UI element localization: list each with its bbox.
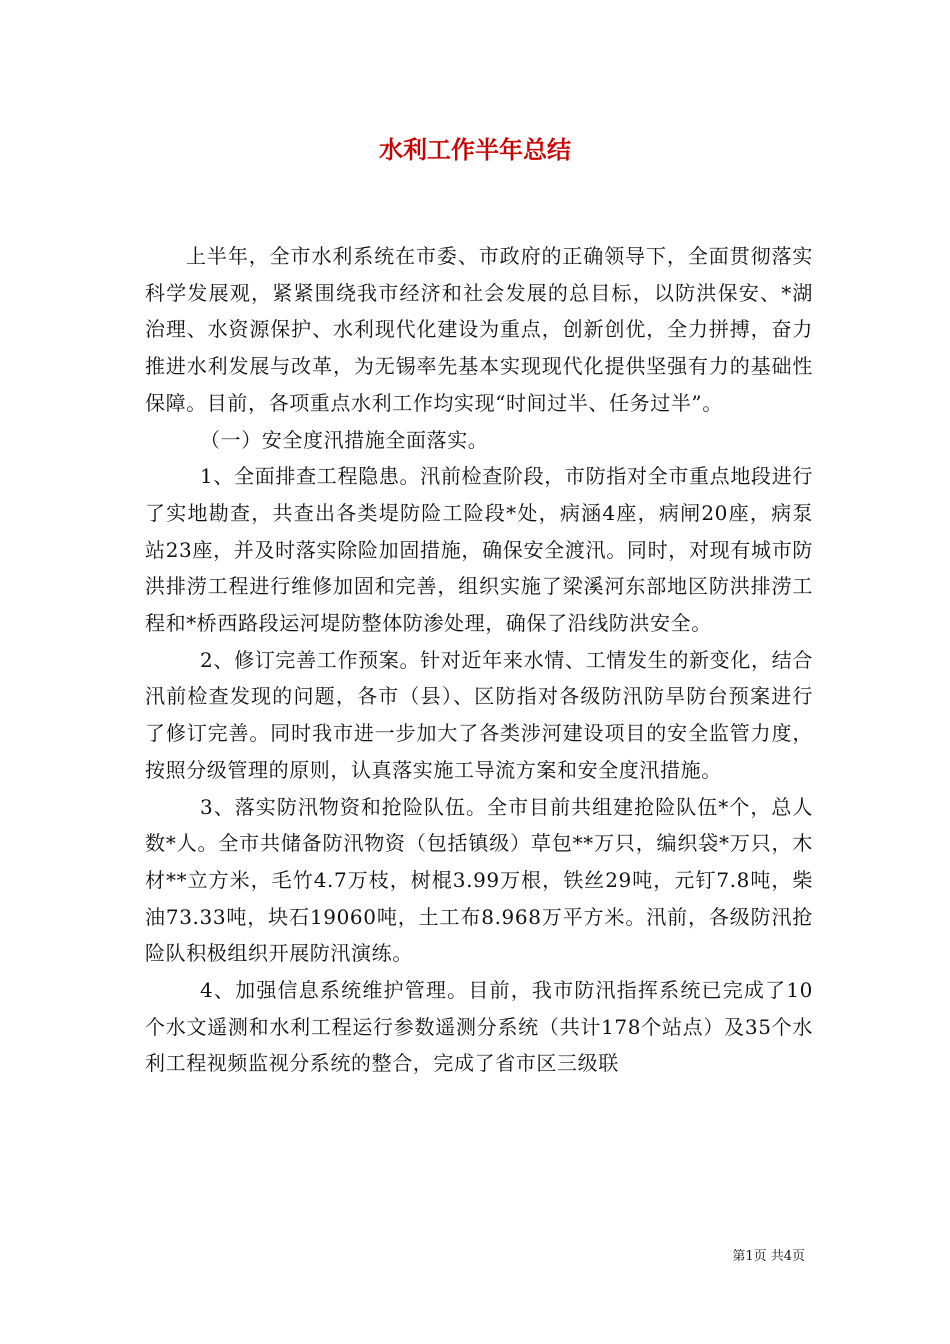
page-number-footer: 第1页 共4页 (732, 1249, 805, 1264)
paragraph-item-2: 2、修订完善工作预案。针对近年来水情、工情发生的新变化，结合汛前检查发现的问题，各市（县）、区防指对各级防汛防旱防台预案进行了修订完善。同时我市进一步加大了各类涉河建设项目的安全监管力度，按照分级管理的原则，认真落实施工导流方案和安全度汛措施。 (145, 647, 813, 782)
paragraph-item-3: 3、落实防汛物资和抢险队伍。全市目前共组建抢险队伍*个，总人数*人。全市共储备防汛物资（包括镇级）草包**万只，编织袋*万只，木材**立方米，毛竹4.7万枝，树棍3.99万根，铁丝29吨，元钉7.8吨，柴油73.33吨，块石19060吨，土工布8.968万平方米。汛前，各级防汛抢险队积极组织开展防汛演练。 (145, 794, 813, 966)
paragraph-item-1: 1、全面排查工程隐患。汛前检查阶段，市防指对全市重点地段进行了实地勘查，共查出各类堤防险工险段*处，病涵4座，病闸20座，病泵站23座，并及时落实除险加固措施，确保安全渡汛。同时，对现有城市防洪排涝工程进行维修加固和完善，组织实施了梁溪河东部地区防洪排涝工程和*桥西路段运河堤防整体防渗处理，确保了沿线防洪安全。 (145, 464, 813, 636)
document-body (145, 238, 813, 1082)
section-heading: （一）安全度汛措施全面落实。 (200, 427, 489, 452)
document-title: 水利工作半年总结 (379, 136, 571, 164)
paragraph-item-4: 4、加强信息系统维护管理。目前，我市防汛指挥系统已完成了10个水文遥测和水利工程运行参数遥测分系统（共计178个站点）及35个水利工程视频监视分系统的整合，完成了省市区三级联 (145, 978, 813, 1076)
paragraph-intro: 上半年，全市水利系统在市委、市政府的正确领导下，全面贯彻落实科学发展观，紧紧围绕我市经济和社会发展的总目标，以防洪保安、*湖治理、水资源保护、水利现代化建设为重点，创新创优，全力拼搏，奋力推进水利发展与改革，为无锡率先基本实现现代化提供坚强有力的基础性保障。目前，各项重点水利工作均实现“时间过半、任务过半”。 (145, 244, 813, 415)
